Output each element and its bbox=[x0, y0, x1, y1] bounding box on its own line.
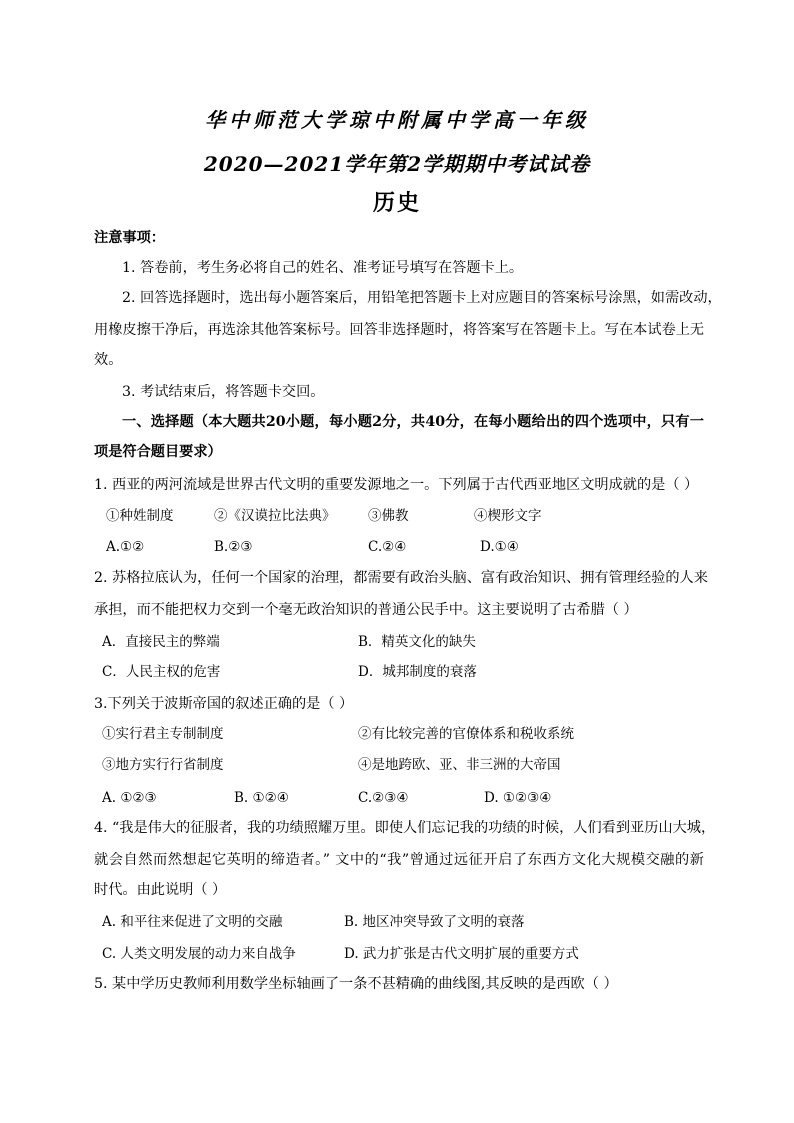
school-title: 华中师范大学琼中附属中学高一年级 bbox=[205, 108, 589, 132]
question-3-item: ④是地跨欧、亚、非三洲的大帝国 bbox=[358, 757, 561, 773]
question-3-item: ③地方实行行省制度 bbox=[102, 757, 224, 773]
note-2-line-3: 效。 bbox=[94, 352, 123, 368]
notes-title: 注意事项： bbox=[94, 230, 165, 246]
question-1-item: ①种姓制度 bbox=[106, 508, 174, 524]
question-4-line-3: 时代。由此说明（ ） bbox=[94, 882, 227, 898]
question-3-option-a: A. ①②③ bbox=[102, 790, 157, 806]
question-4-line-2: 就会自然而然想起它英明的缔造者。” 文中的“我”曾通过远征开启了东西方文化大规模交融的新 bbox=[94, 852, 704, 868]
question-3-option-d: D. ①②③④ bbox=[484, 790, 552, 806]
question-4-option-b: B. 地区冲突导致了文明的衰落 bbox=[344, 914, 525, 930]
question-2-option-b: B．精英文化的缺失 bbox=[358, 634, 476, 650]
question-2-line-1: 2. 苏格拉底认为，任何一个国家的治理，都需要有政治头脑、富有政治知识、拥有管理经验的人来 bbox=[94, 570, 708, 586]
question-4-option-a: A. 和平往来促进了文明的交融 bbox=[102, 914, 283, 930]
question-4-option-d: D. 武力扩张是古代文明扩展的重要方式 bbox=[344, 946, 579, 962]
note-1: 1. 答卷前，考生务必将自己的姓名、准考证号填写在答题卡上。 bbox=[122, 260, 524, 276]
section-1-line-1: 一、选择题（本大题共20小题，每小题2分，共40分，在每小题给出的四个选项中，只有一 bbox=[122, 414, 704, 430]
question-2-option-d: D．城邦制度的衰落 bbox=[358, 664, 477, 680]
question-1-option-d: D.①④ bbox=[480, 539, 519, 555]
exam-term-title: 2020—2021学年第2学期期中考试试卷 bbox=[203, 152, 591, 176]
question-3-item: ①实行君主专制制度 bbox=[102, 726, 224, 742]
question-2-option-a: A．直接民主的弊端 bbox=[102, 634, 220, 650]
question-3-option-b: B. ①②④ bbox=[234, 790, 289, 806]
question-1-item: ④楔形文字 bbox=[474, 508, 542, 524]
note-2-line-1: 2. 回答选择题时，选出每小题答案后，用铅笔把答题卡上对应题目的答案标号涂黑，如需改动， bbox=[122, 290, 722, 306]
question-1-option-b: B.②③ bbox=[214, 539, 253, 555]
question-3-item: ②有比较完善的官僚体系和税收系统 bbox=[358, 726, 574, 742]
question-4-line-1: 4. “我是伟大的征服者，我的功绩照耀万里。即使人们忘记我的功绩的时候，人们看到亚历山大城， bbox=[94, 820, 716, 836]
question-5-stem: 5. 某中学历史教师利用数学坐标轴画了一条不甚精确的曲线图,其反映的是西欧（ ） bbox=[94, 976, 618, 992]
question-2-option-c: C．人民主权的危害 bbox=[102, 664, 221, 680]
question-1-option-c: C.②④ bbox=[368, 539, 407, 555]
question-3-stem: 3.下列关于波斯帝国的叙述正确的是（ ） bbox=[94, 696, 354, 712]
question-1-stem: 1. 西亚的两河流域是世界古代文明的重要发源地之一。下列属于古代西亚地区文明成就的是（ ） bbox=[94, 477, 699, 493]
subject-title: 历史 bbox=[372, 191, 421, 216]
question-1-item: ③佛教 bbox=[368, 508, 409, 524]
note-2-line-2: 用橡皮擦干净后，再选涂其他答案标号。回答非选择题时，将答案写在答题卡上。写在本试卷上无 bbox=[94, 322, 705, 338]
question-2-line-2: 承担，而不能把权力交到一个毫无政治知识的普通公民手中。这主要说明了古希腊（ ） bbox=[94, 602, 638, 618]
section-1-line-2: 项是符合题目要求） bbox=[94, 444, 222, 460]
note-3: 3. 考试结束后，将答题卡交回。 bbox=[122, 384, 325, 400]
question-1-option-a: A.①② bbox=[106, 539, 145, 555]
question-1-item: ②《汉谟拉比法典》 bbox=[214, 508, 336, 524]
question-3-option-c: C.②③④ bbox=[358, 790, 409, 806]
question-4-option-c: C. 人类文明发展的动力来自战争 bbox=[102, 946, 296, 962]
